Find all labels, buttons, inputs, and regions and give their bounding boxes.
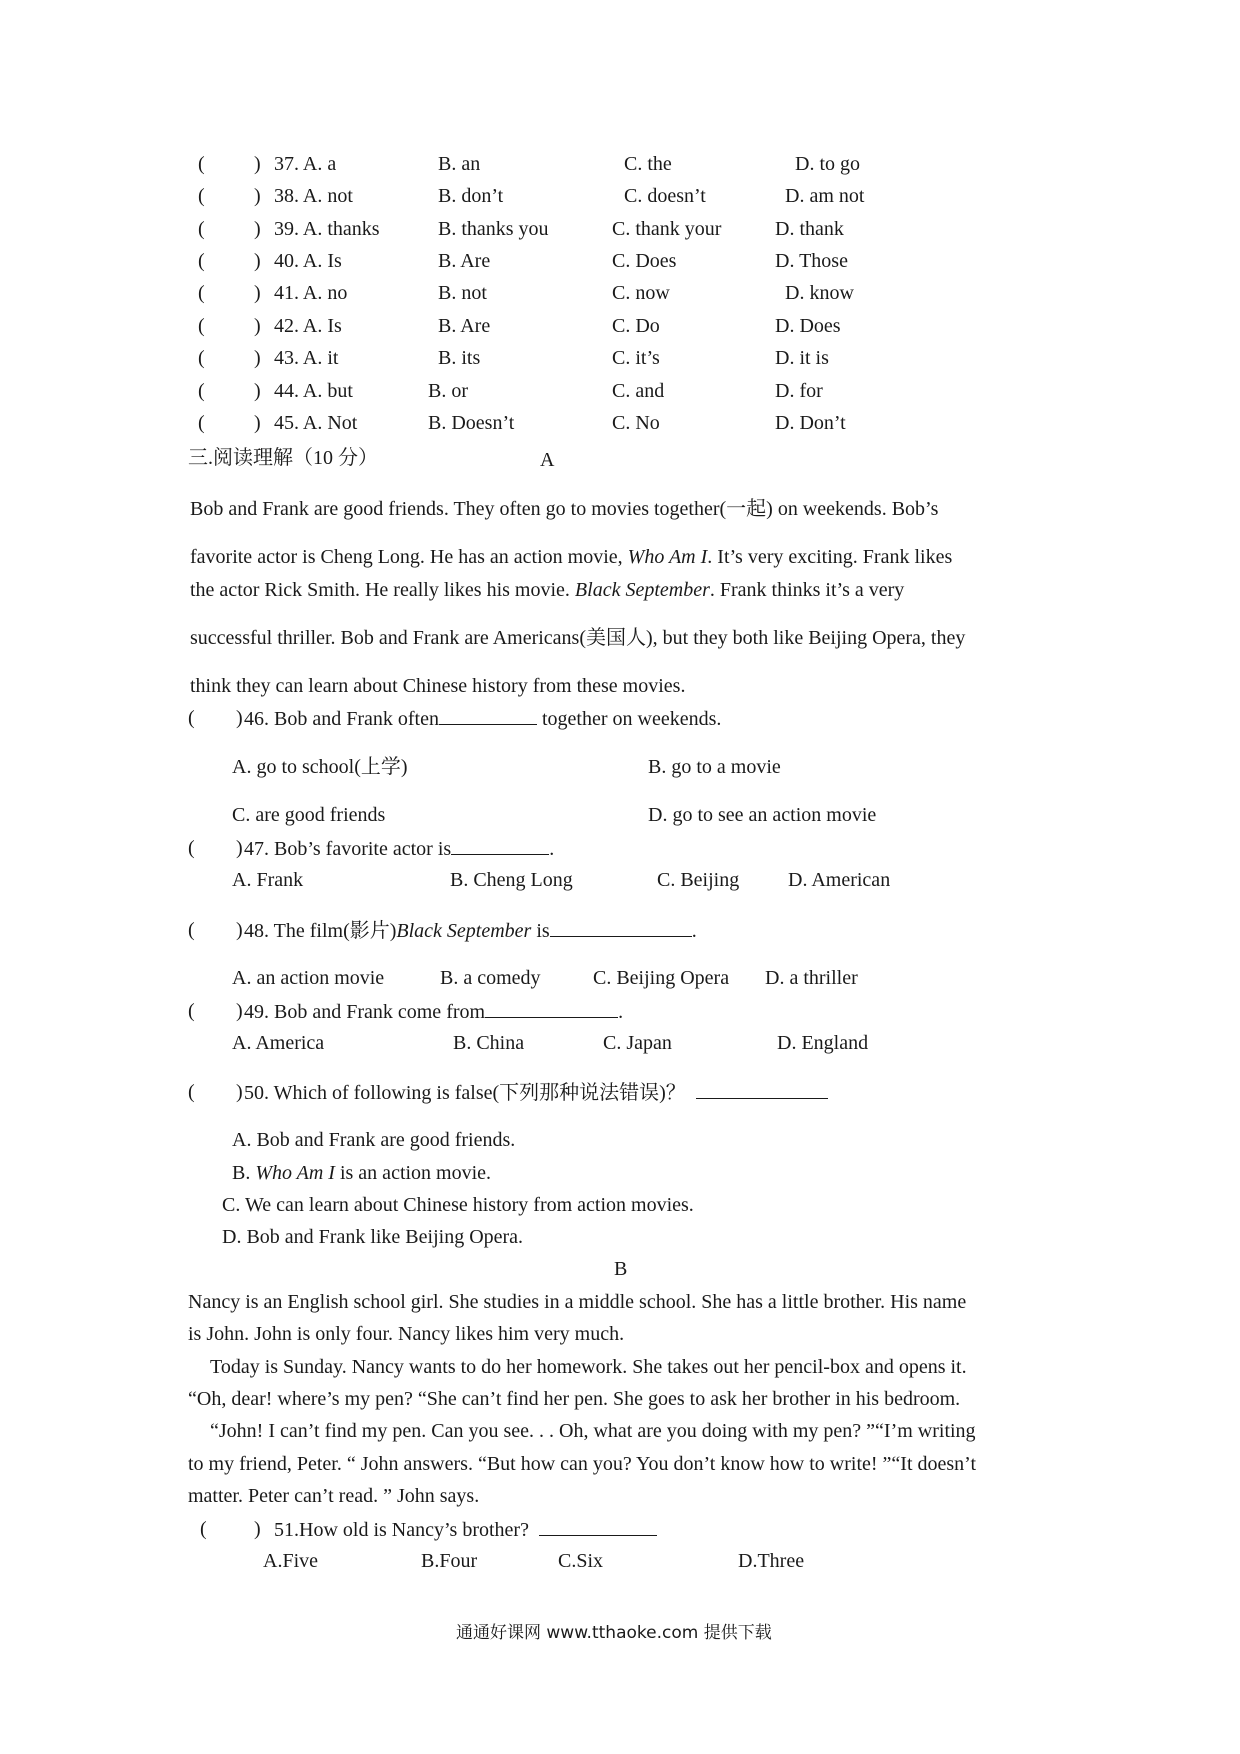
q49-stem-end: .: [618, 1001, 624, 1023]
q51-open-bracket: (: [200, 1518, 207, 1540]
answer-bracket-close: ): [254, 412, 261, 434]
cloze-question-row: [0, 347, 1240, 377]
answer-bracket-close: ): [254, 380, 261, 402]
q46-option-b[interactable]: B. go to a movie: [648, 756, 781, 778]
passage-a-text: . Frank thinks it’s a very: [709, 579, 905, 601]
option-d[interactable]: D. thank: [775, 218, 844, 240]
q46-stem: [244, 706, 721, 731]
q50-stem: [244, 1080, 828, 1105]
option-c[interactable]: C. it’s: [612, 347, 660, 369]
q48-stem-text: 48. The film(影片): [244, 920, 397, 942]
passage-a-text: the actor Rick Smith. He really likes his movie.: [190, 579, 575, 601]
q51-stem: [274, 1517, 657, 1542]
q48-option-d[interactable]: D. a thriller: [765, 967, 858, 989]
option-b[interactable]: B. Are: [438, 315, 491, 337]
q47-option-c[interactable]: C. Beijing: [657, 869, 740, 891]
q47-close-bracket: ): [236, 837, 243, 859]
cloze-question-row: [0, 315, 1240, 345]
option-c[interactable]: C. No: [612, 412, 660, 434]
q47-option-d[interactable]: D. American: [788, 869, 891, 891]
q50-stem-text: 50. Which of following is false(下列那种说法错误)？: [244, 1082, 686, 1104]
passage-a-text: . It’s very exciting. Frank likes: [707, 546, 953, 568]
option-a[interactable]: 39. A. thanks: [274, 218, 380, 240]
option-a[interactable]: 44. A. but: [274, 380, 353, 402]
answer-bracket-open: (: [198, 347, 205, 369]
q50-open-bracket: (: [188, 1081, 195, 1103]
q48-open-bracket: (: [188, 919, 195, 941]
q48-stem: [244, 918, 697, 943]
cloze-question-row: [0, 282, 1240, 312]
answer-bracket-close: ): [254, 347, 261, 369]
passage-a-line-1: [190, 497, 1064, 521]
q46-answer-blank[interactable]: [439, 706, 537, 725]
option-d[interactable]: D. know: [785, 282, 854, 304]
option-c[interactable]: C. and: [612, 380, 665, 402]
q47-option-b[interactable]: B. Cheng Long: [450, 869, 573, 891]
answer-bracket-close: ): [254, 315, 261, 337]
q46-stem-text: together on weekends.: [536, 708, 722, 730]
q50-option-b-text: is an action movie.: [334, 1162, 492, 1184]
q47-open-bracket: (: [188, 837, 195, 859]
passage-b-line-6: to my friend, Peter. “ John answers. “But how can you? You don’t know how to write! ”“It doesn’t: [188, 1453, 977, 1475]
answer-bracket-open: (: [198, 185, 205, 207]
cloze-question-row: [0, 218, 1240, 248]
q49-stem-text: 49. Bob and Frank come from: [244, 1001, 486, 1023]
q51-answer-blank[interactable]: [539, 1517, 657, 1536]
answer-bracket-open: (: [198, 282, 205, 304]
q49-close-bracket: ): [236, 1000, 243, 1022]
passage-b-line-2: is John. John is only four. Nancy likes him very much.: [188, 1323, 625, 1345]
movie-title: Black September: [396, 920, 532, 942]
q46-stem-text: 46. Bob and Frank often: [244, 708, 439, 730]
option-b[interactable]: B. or: [428, 380, 468, 402]
answer-bracket-open: (: [198, 412, 205, 434]
q46-open-bracket: (: [188, 707, 195, 729]
option-a[interactable]: 41. A. no: [274, 282, 348, 304]
answer-bracket-close: ): [254, 250, 261, 272]
passage-a-text: Bob and Frank are good friends. They often go to movies together(一起) on weekends. Bob’s: [190, 498, 939, 520]
q47-option-a[interactable]: A. Frank: [232, 869, 304, 891]
answer-bracket-close: ): [254, 282, 261, 304]
answer-bracket-open: (: [198, 315, 205, 337]
q48-stem-end: .: [691, 920, 697, 942]
option-a[interactable]: 43. A. it: [274, 347, 339, 369]
q51-option-a[interactable]: A.Five: [263, 1550, 318, 1572]
q50-answer-blank[interactable]: [696, 1080, 828, 1099]
option-b[interactable]: B. don’t: [438, 185, 504, 207]
option-b[interactable]: B. Are: [438, 250, 491, 272]
q50-option-d[interactable]: D. Bob and Frank like Beijing Opera.: [222, 1226, 524, 1248]
option-b[interactable]: B. not: [438, 282, 487, 304]
q48-option-b[interactable]: B. a comedy: [440, 967, 541, 989]
q48-option-a[interactable]: A. an action movie: [232, 967, 385, 989]
cloze-question-row: [0, 412, 1240, 442]
answer-bracket-close: ): [254, 218, 261, 240]
passage-b-line-7: matter. Peter can’t read. ” John says.: [188, 1485, 480, 1507]
movie-title: Who Am I: [627, 546, 708, 568]
q51-option-b[interactable]: B.Four: [421, 1550, 478, 1572]
q48-close-bracket: ): [236, 919, 243, 941]
passage-a-line-2: [190, 545, 952, 569]
answer-bracket-open: (: [198, 380, 205, 402]
q49-stem: [244, 999, 623, 1024]
footer-source: 通通好课网 www.tthaoke.com 提供下载: [456, 1623, 772, 1643]
passage-b-label: B: [614, 1258, 628, 1280]
option-d[interactable]: D. to go: [795, 153, 860, 175]
passage-a-line-3: [190, 578, 904, 602]
q46-option-a[interactable]: A. go to school(上学): [232, 756, 408, 778]
q51-option-d[interactable]: D.Three: [738, 1550, 805, 1572]
q47-stem-text: 47. Bob’s favorite actor is: [244, 838, 452, 860]
passage-a-line-4: successful thriller. Bob and Frank are Americans(美国人), but they both like Beijing Opera, they: [190, 627, 966, 649]
movie-title: Who Am I: [255, 1162, 335, 1184]
answer-bracket-close: ): [254, 185, 261, 207]
option-c[interactable]: C. doesn’t: [624, 185, 706, 207]
q49-option-b[interactable]: B. China: [453, 1032, 525, 1054]
option-d[interactable]: D. Does: [775, 315, 841, 337]
option-d[interactable]: D. Those: [775, 250, 848, 272]
cloze-question-row: [0, 185, 1240, 215]
q49-option-d[interactable]: D. England: [777, 1032, 869, 1054]
option-d[interactable]: D. Don’t: [775, 412, 846, 434]
q46-option-d[interactable]: D. go to see an action movie: [648, 804, 877, 826]
option-b[interactable]: B. an: [438, 153, 481, 175]
cloze-question-row: [0, 380, 1240, 410]
option-c[interactable]: C. Do: [612, 315, 660, 337]
answer-bracket-close: ): [254, 153, 261, 175]
passage-b-line-5: “John! I can’t find my pen. Can you see. . . Oh, what are you doing with my pen? ”“I’m writing: [210, 1420, 976, 1442]
movie-title: Black September: [574, 579, 710, 601]
q51-stem-text: 51.How old is Nancy’s brother?: [274, 1519, 529, 1541]
passage-a-line-5: think they can learn about Chinese history from these movies.: [190, 675, 686, 697]
q47-stem-end: .: [549, 838, 555, 860]
passage-b-line-3: Today is Sunday. Nancy wants to do her homework. She takes out her pencil-box and opens it.: [210, 1356, 967, 1378]
option-c[interactable]: C. Does: [612, 250, 677, 272]
q50-option-b[interactable]: [232, 1161, 491, 1185]
q50-option-b-letter: B.: [232, 1162, 256, 1184]
option-c[interactable]: C. thank your: [612, 218, 722, 240]
cloze-question-row: [0, 153, 1240, 183]
q50-option-c[interactable]: C. We can learn about Chinese history from action movies.: [222, 1194, 694, 1216]
option-a[interactable]: 38. A. not: [274, 185, 353, 207]
q48-option-c[interactable]: C. Beijing Opera: [593, 967, 730, 989]
option-a[interactable]: 37. A. a: [274, 153, 337, 175]
answer-bracket-open: (: [198, 250, 205, 272]
option-c[interactable]: C. now: [612, 282, 670, 304]
option-a[interactable]: 45. A. Not: [274, 412, 358, 434]
q50-close-bracket: ): [236, 1081, 243, 1103]
q47-stem: [244, 836, 554, 861]
passage-b-line-1: Nancy is an English school girl. She studies in a middle school. She has a little brother. His name: [188, 1291, 967, 1313]
option-d[interactable]: D. it is: [775, 347, 829, 369]
q49-open-bracket: (: [188, 1000, 195, 1022]
option-d[interactable]: D. for: [775, 380, 823, 402]
option-a[interactable]: 42. A. Is: [274, 315, 342, 337]
passage-b-line-4: “Oh, dear! where’s my pen? “She can’t find her pen. She goes to ask her brother in his bedroom.: [188, 1388, 961, 1410]
q47-answer-blank[interactable]: [451, 836, 549, 855]
q48-stem-text: is: [531, 920, 550, 942]
q46-option-c[interactable]: C. are good friends: [232, 804, 386, 826]
option-b[interactable]: B. its: [438, 347, 481, 369]
passage-a-label: A: [540, 449, 555, 471]
passage-a-text: favorite actor is Cheng Long. He has an action movie,: [190, 546, 628, 568]
option-b[interactable]: B. Doesn’t: [428, 412, 515, 434]
q50-option-a[interactable]: A. Bob and Frank are good friends.: [232, 1129, 516, 1151]
q49-option-a[interactable]: A. America: [232, 1032, 325, 1054]
q51-close-bracket: ): [254, 1518, 261, 1540]
cloze-question-row: [0, 250, 1240, 280]
q49-option-c[interactable]: C. Japan: [603, 1032, 672, 1054]
q49-answer-blank[interactable]: [485, 999, 618, 1018]
answer-bracket-open: (: [198, 218, 205, 240]
section-title: 三.阅读理解（10 分）: [188, 447, 378, 469]
q48-answer-blank[interactable]: [550, 918, 692, 937]
option-d[interactable]: D. am not: [785, 185, 865, 207]
answer-bracket-open: (: [198, 153, 205, 175]
q46-close-bracket: ): [236, 707, 243, 729]
option-c[interactable]: C. the: [624, 153, 672, 175]
q51-option-c[interactable]: C.Six: [558, 1550, 604, 1572]
option-a[interactable]: 40. A. Is: [274, 250, 342, 272]
option-b[interactable]: B. thanks you: [438, 218, 549, 240]
